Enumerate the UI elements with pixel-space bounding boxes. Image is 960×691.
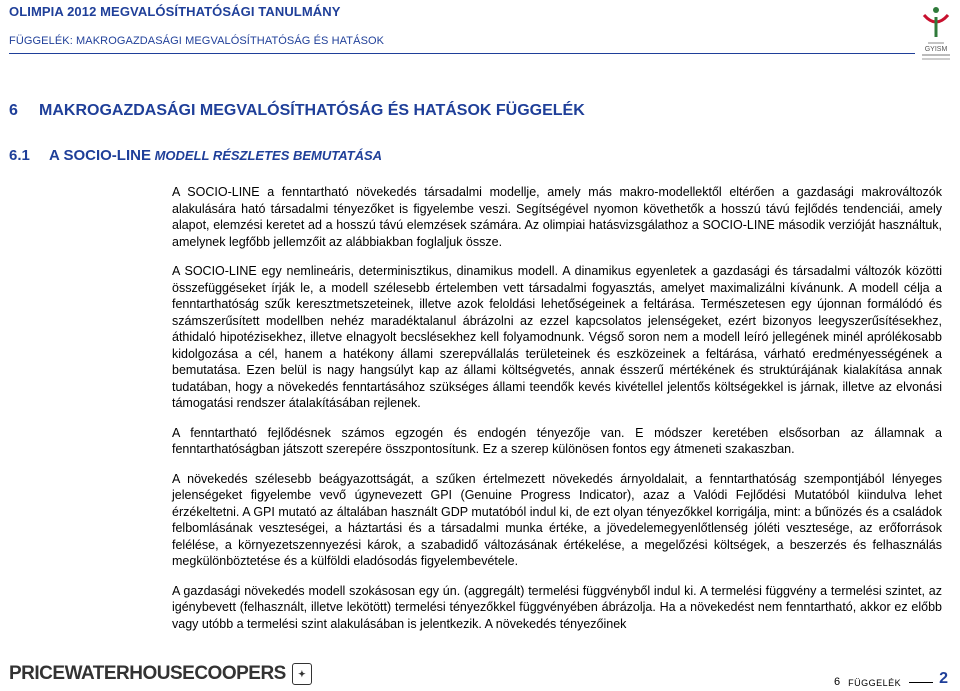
gyism-logo-text: GYISM <box>924 46 948 53</box>
footer-label: FÜGGELÉK <box>848 678 902 688</box>
pwc-logo <box>9 660 312 688</box>
subsection-title-italic: MODELL RÉSZLETES BEMUTATÁSA <box>150 148 383 163</box>
page-footer <box>834 670 948 688</box>
page-number: 2 <box>939 670 948 687</box>
paragraph: A SOCIO-LINE a fenntartható növekedés társadalmi modellje, amely más makro-modellektől eltérően a gazdasági makrováltozók alakulására ható társadalmi tényezőket is figyelembe veszi. Segítségével nyomon követhetők a hosszú távú fejlődés tendenciái, amely alapot, elemzési keretet ad a hosszú távú elemzések számára. Az olimpiai hatásvizsgálathoz a SOCIO-LINE második verzióját használtuk, amelynek legfőbb jellemzőit az alábbiakban foglaljuk össze. <box>172 185 942 249</box>
section-number: 6 <box>9 102 18 119</box>
footer-chapter: 6 <box>833 676 841 688</box>
header-divider <box>9 53 915 54</box>
section-title: MAKROGAZDASÁGI MEGVALÓSÍTHATÓSÁG ÉS HATÁSOK FÜGGELÉK <box>39 102 585 119</box>
section-heading <box>9 102 585 120</box>
subsection-heading <box>9 147 382 164</box>
gyism-logo <box>916 3 956 63</box>
paragraph: A fenntartható fejlődésnek számos egzogén és endogén tényezője van. E módszer keretében elsősorban az államnak a fenntarthatóságban játszott szerepére összpontosítunk. Ez a szerep különösen fontos egy átmeneti szakaszban. <box>172 425 942 456</box>
paragraph: A gazdasági növekedés modell szokásosan egy ún. (aggregált) termelési függvényből indul ki. A termelési függvény a termelési szintet, az igénybevett (felhasznált, illetve lekötött) termelési tényezőkkel függvényében ábrázolja. Ha a növekedést nem fenntartható, akkor ez előbb vagy utóbb a termelési szint alakulásában is jelentkezik. A növekedés tényezőinek <box>172 583 942 631</box>
running-header-title: OLIMPIA 2012 MEGVALÓSÍTHATÓSÁGI TANULMÁNY <box>9 4 341 19</box>
subsection-number: 6.1 <box>9 147 30 164</box>
body-text <box>172 184 942 645</box>
paragraph: A SOCIO-LINE egy nemlineáris, determinisztikus, dinamikus modell. A dinamikus egyenletek a gazdasági és társadalmi változók közötti összefüggéseket írják le, a modell szélesebb értelemben vett társadalmi fogyasztás, amelyet maximalizálni kívánunk. A modell célja a fenntarthatóság szűk keresztmetszeteinek, illetve azok feloldási lehetőségeinek a feltárása. Természetesen egy újonnan formálódó és számszerűsített modellben nehéz maradéktalanul ábrázolni az ezzel kapcsolatos jelenségeket, ezért bizonyos leegyszerűsítésekhez, áthidaló hipotézisekhez, illetve elnagyolt becslésekhez kell folyamodnunk. Végső soron nem a modell leíró jellegének minél aprólékosabb kidolgozása a cél, hanem a hatékony állami szerepvállalás területeinek és eszközeinek a feltárása, várható eredményességének a bemutatása. Ezen belül is nagy hangsúlyt kap az állami költségvetés, annak ésszerű mértékének és struktúrájának kialakítása annak tudatában, hogy a növekedés fenntartásához szükséges állami teendők kevés kivétellel jelentős költségekkel is járnak, illetve az elvonási támogatási rendszer átalakításában rejlenek. <box>172 264 942 410</box>
paragraph: A növekedés szélesebb beágyazottságát, a szűken értelmezett növekedés árnyoldalait, a fenntarthatóság szempontjából lényeges jelenségeket figyelembe vevő úgynevezett GPI (Genuine Progress Indicator), azaz a Valódi Fejlődési Mutatóból kiindulva lehet érzékeltetni. A GPI mutató az általában használt GDP mutatóból indul ki, de ezt olyan tényezőkkel korrigálja, mint: a bűnözés és a családok felbomlásának veszteségei, a háztartási és a társadalmi munka értéke, a jövedelemegyenlőtlenség jóléti vesztesége, az erőforrások felélése, a környezetszennyezési károk, a szabadidő változásának értékelése, a megelőzési költségek, a beszerzés és felhasználás megkülönböztetése és a külföldi eladósodás figyelembevétele. <box>172 471 942 568</box>
running-header-subtitle: FÜGGELÉK: MAKROGAZDASÁGI MEGVALÓSÍTHATÓSÁG ÉS HATÁSOK <box>9 35 385 47</box>
subsection-title-main: A SOCIO-LINE <box>49 147 151 164</box>
pwc-logo-text: PRICEWATERHOUSECOOPERS <box>9 663 286 684</box>
pwc-seal-icon: ✦ <box>292 663 312 685</box>
footer-dash <box>909 682 933 683</box>
